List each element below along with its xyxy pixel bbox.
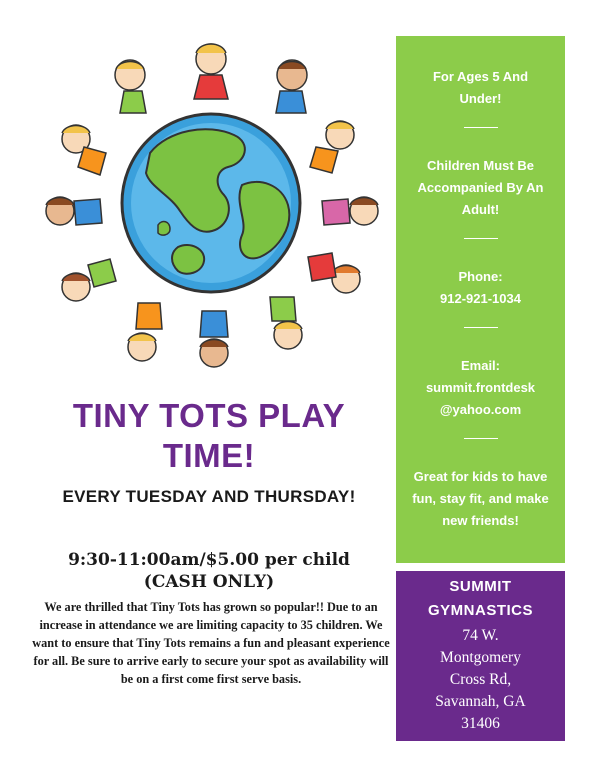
globe-with-children-illustration	[38, 35, 384, 375]
email-label: Email:	[460, 358, 500, 373]
time-price-line: 9:30-11:00am/$5.00 per child	[68, 550, 350, 570]
phone-block	[396, 266, 565, 310]
address-line: Cross Rd,	[449, 671, 512, 688]
gym-address	[396, 625, 565, 735]
ages-note: For Ages 5 And Under!	[432, 69, 529, 106]
address-line: Montgomery	[440, 649, 521, 666]
gym-name: SUMMIT GYMNASTICS	[427, 578, 533, 619]
address-line: Savannah, GA	[435, 693, 526, 710]
phone-label: Phone:	[458, 269, 503, 284]
address-line: 31406	[461, 715, 500, 732]
address-line: 74 W.	[462, 627, 499, 644]
time-and-price	[28, 549, 390, 593]
adult-note: Children Must Be Accompanied By An Adult!	[417, 158, 544, 217]
phone-number[interactable]: 912-921-1034	[440, 291, 521, 306]
event-description: We are thrilled that Tiny Tots has grown so popular!! Due to an increase in attendance we are limiting capacity to 35 children. We want to ensure that Tiny Tots remains a fun and pleasant experience for all. Be sure to arrive early to secure your spot as availability will be on a first come first serve basis.	[32, 600, 390, 686]
tagline: Great for kids to have fun, stay fit, and make new friends!	[412, 469, 549, 528]
gym-contact-box	[396, 571, 565, 741]
info-sidebar	[396, 36, 565, 563]
email-domain[interactable]: @yahoo.com	[439, 402, 522, 417]
divider	[464, 327, 498, 328]
divider	[464, 238, 498, 239]
divider	[464, 438, 498, 439]
divider	[464, 127, 498, 128]
email-block	[396, 355, 565, 421]
email-user[interactable]: summit.frontdesk	[425, 380, 536, 395]
event-title: TINY TOTS PLAY TIME!	[72, 397, 346, 474]
globe-icon	[122, 114, 300, 292]
payment-note: (CASH ONLY)	[143, 572, 275, 592]
event-schedule: EVERY TUESDAY AND THURSDAY!	[62, 487, 356, 506]
